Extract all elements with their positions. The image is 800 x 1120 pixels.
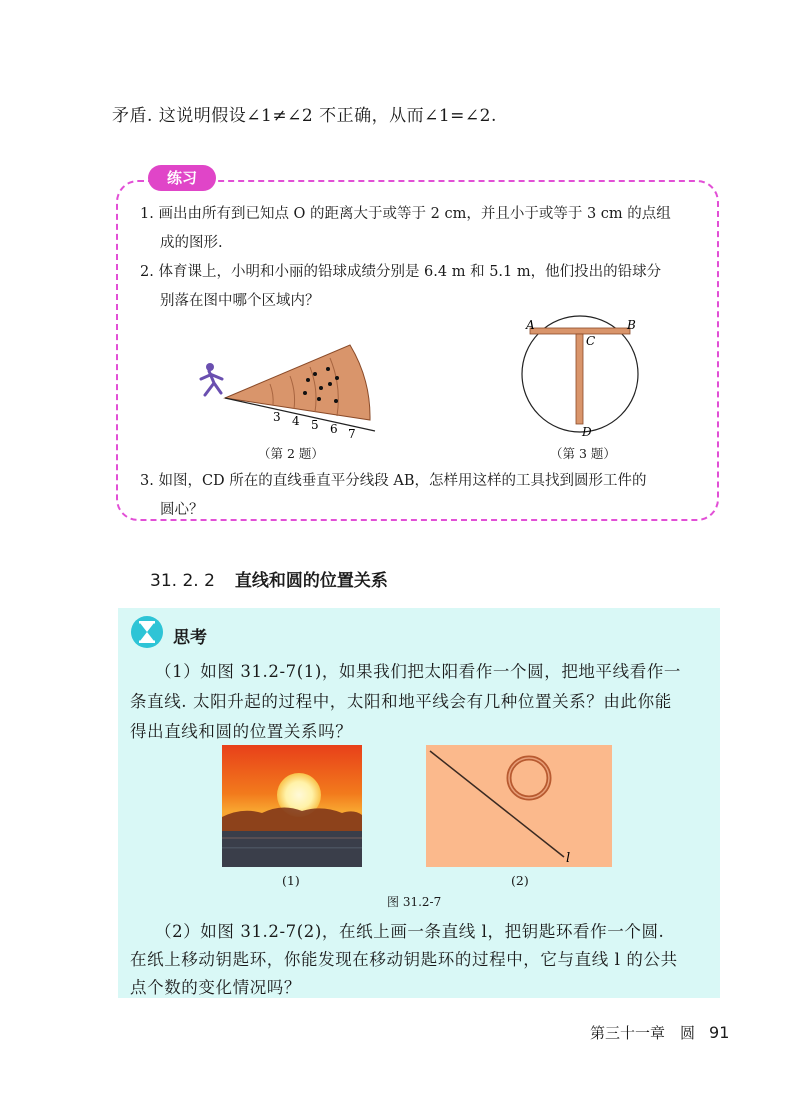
tick-label-4: 4 [292,414,300,428]
sea [222,831,362,867]
section-title: 直线和圆的位置关系 [234,571,388,591]
exercise-3-line-1: 3. 如图，CD 所在的直线垂直平分线段 AB，怎样用这样的工具找到圆形工件的 [140,473,647,489]
hourglass-icon [130,615,164,649]
think-p2-line-1: （2）如图 31.2-7(2)，在纸上画一条直线 l，把钥匙环看作一个圆. [155,922,665,941]
practice-badge: 练习 [148,165,216,191]
page-number: 91 [709,1023,730,1042]
sunset-photo [222,745,362,867]
figure-label-1: (1) [282,873,300,888]
figure-caption: 图 31.2-7 [387,895,442,909]
exercise-1-line-2: 成的图形. [160,235,223,251]
t-square-circle-figure [510,312,650,447]
think-p1-line-3: 得出直线和圆的位置关系吗？ [130,722,353,741]
figure-label-2: (2) [511,873,529,888]
think-p1-line-2: 条直线. 太阳升起的过程中，太阳和地平线会有几种位置关系？由此你能 [130,692,672,711]
exercise-2-line-1: 2. 体育课上，小明和小丽的铅球成绩分别是 6.4 m 和 5.1 m，他们投出的铅球分 [140,264,662,280]
key-ring-figure [426,745,612,867]
athlete-figure [201,363,222,395]
throwing-sector [225,345,370,420]
line-l-label: l [566,851,571,866]
shot-put-sector-figure [195,335,385,445]
think-title: 思考 [173,628,207,648]
point-a-label: A [526,318,535,332]
think-p2-line-3: 点个数的变化情况吗？ [130,978,301,997]
tick-label-6: 6 [330,422,338,436]
exercise-2-line-2: 别落在图中哪个区域内？ [160,293,320,309]
tick-label-7: 7 [348,427,356,441]
point-b-label: B [627,318,636,332]
figure-3-caption: （第 3 题） [550,446,616,461]
chapter-label: 第三十一章 圆 [590,1024,696,1042]
page-footer [590,1022,729,1043]
section-number: 31. 2. 2 [150,571,215,591]
think-p1-line-1: （1）如图 31.2-7(1)，如果我们把太阳看作一个圆，把地平线看作一 [155,662,682,681]
exercise-1-line-1: 1. 画出由所有到已知点 O 的距离大于或等于 2 cm，并且小于或等于 3 cm 的点组 [140,206,671,222]
tick-label-5: 5 [311,418,319,432]
t-square-stem [576,334,583,424]
figure-2-caption: （第 2 题） [258,446,324,461]
section-heading [150,566,388,591]
think-p2-line-2: 在纸上移动钥匙环，你能发现在移动钥匙环的过程中，它与直线 l 的公共 [130,950,678,969]
point-d-label: D [582,425,592,439]
top-text-line: 矛盾. 这说明假设∠1≠∠2 不正确，从而∠1=∠2. [112,106,497,126]
tick-label-3: 3 [273,410,281,424]
point-c-label: C [586,334,596,348]
t-square-crossbar [530,328,630,334]
exercise-3-line-2: 圆心？ [160,502,204,518]
